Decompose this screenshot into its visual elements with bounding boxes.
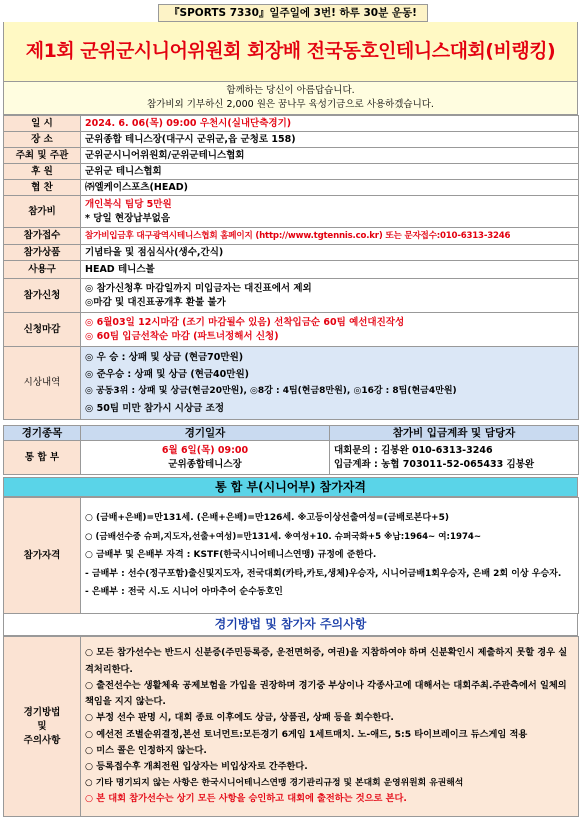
signup-line-2: ◎마감 및 대진표공개후 환불 불가	[85, 296, 226, 308]
value-apply: 참가비입금후 대구광역시테니스협회 홈페이지 (http://www.tgtennis.co.kr) 또는 문자접수:010-6313-3246	[81, 228, 579, 245]
qualification-title: 통 합 부(시니어부) 참가자격	[3, 477, 578, 497]
qualification-table	[3, 497, 579, 614]
rule-item-2: ○ 출전선수는 생활체육 공제보험을 가입을 권장하며 경기중 부상이나 각종사고에 대해서는 대회주최.주관측에서 일체의 책임을 지지 않는다.	[85, 679, 567, 708]
signup-line-1: ◎ 참가신청후 마감일까지 미입금자는 대진표에서 제외	[85, 282, 312, 294]
value-sponsor: ㈜엘케이스포츠(HEAD)	[81, 180, 579, 196]
page-title: 제1회 군위군시니어위원회 회장배 전국동호인테니스대회(비랭킹)	[3, 22, 578, 82]
qual-line-4: - 금배부 : 선수(정구포함)출신및지도자, 전국대회(카타,카토,생체)우승자, 시니어금배1회우승자, 은배 2회 이상 우승자.	[85, 568, 562, 579]
value-date: 2024. 6. 06(목) 09:00 우천시(실내단축경기)	[81, 116, 579, 132]
prize-line-1: ◎ 우 승 : 상패 및 상금 (현금70만원)	[85, 352, 244, 363]
qual-line-5: - 은배부 : 전국 시.도 시니어 아마추어 순수동호인	[85, 587, 283, 598]
event-name: 통 합 부	[4, 441, 81, 475]
prize-line-3: ◎ 공동3위 : 상패 및 상금(현금20만원), ◎8강 : 4팀(현금8만원), ◎16강 : 8팀(현금4만원)	[85, 386, 457, 396]
contact-line-1: 대회문의 : 김봉완 010-6313-3246	[334, 444, 493, 456]
rule-item-6: ○ 등록접수후 개최전원 입상자는 비입상자로 간주한다.	[85, 760, 308, 772]
label-prize: 시상내역	[4, 347, 81, 420]
intro-line-1: 함께하는 당신이 아름답습니다.	[226, 85, 355, 96]
label-support: 후 원	[4, 164, 81, 180]
qual-line-1: ○ (금배+은배)=만131세. (은배+은배)=만126세. ※고등이상선출여성=(금배로본다+5)	[85, 513, 449, 524]
label-qualification: 참가자격	[4, 498, 81, 614]
info-table	[3, 115, 579, 420]
rules-label-1: 경기방법	[23, 706, 61, 718]
label-date: 일 시	[4, 116, 81, 132]
prize-line-2: ◎ 준우승 : 상패 및 상금 (현금40만원)	[85, 369, 249, 380]
prize-line-4: ◎ 50팀 미만 참가시 시상금 조정	[85, 403, 224, 414]
value-rules	[81, 637, 579, 817]
label-host: 주최 및 주관	[4, 148, 81, 164]
rule-item-7: ○ 기타 명기되지 않는 사항은 한국시니어테니스연맹 경기관리규정 및 본대회 운영위원회 유권해석	[85, 778, 464, 789]
label-apply: 참가접수	[4, 228, 81, 245]
qual-line-3: ○ 금배부 및 은배부 자격 : KSTF(한국시니어테니스연맹) 규정에 준한다.	[85, 550, 377, 561]
deadline-line-2: ◎ 60팀 입금선착순 마감 (파트너정해서 신청)	[85, 330, 279, 342]
rule-item-8: ○ 본 대회 참가선수는 상기 모든 사항을 승인하고 대회에 출전하는 것으로 본다.	[85, 793, 407, 805]
value-fee	[81, 196, 579, 228]
rules-table	[3, 636, 579, 817]
value-signup	[81, 279, 579, 313]
contact-line-2: 입금계좌 : 농협 703011-52-065433 김봉완	[334, 458, 535, 470]
fee-line-2: * 당일 현장납부없음	[85, 212, 170, 224]
rule-item-4: ○ 예선전 조별순위결정,본선 토너먼트:모든경기 6게임 1세트매치. 노-애드, 5:5 타이브레이크 듀스게임 적용	[85, 728, 528, 740]
value-deadline	[81, 313, 579, 347]
value-gift: 기념타올 및 점심식사(생수,간식)	[81, 245, 579, 261]
intro-line-2: 참가비외 기부하신 2,000 원은 꿈나무 육성기금으로 사용하겠습니다.	[147, 99, 434, 110]
label-fee: 참가비	[4, 196, 81, 228]
label-ball: 사용구	[4, 261, 81, 279]
value-ball: HEAD 테니스볼	[81, 261, 579, 279]
value-prize	[81, 347, 579, 420]
event-venue: 군위종합테니스장	[168, 458, 242, 470]
value-support: 군위군 테니스협회	[81, 164, 579, 180]
label-rules	[4, 637, 81, 817]
header-date: 경기일자	[81, 426, 330, 441]
label-sponsor: 협 찬	[4, 180, 81, 196]
rule-item-1: ○ 모든 참가선수는 반드시 신분증(주민등록증, 운전면허증, 여권)을 지참하여야 하며 신분확인시 제출하지 못할 경우 실격처리한다.	[85, 647, 568, 675]
value-venue: 군위종합 테니스장(대구시 군위군,읍 군청로 158)	[81, 132, 579, 148]
contact-cell	[330, 441, 579, 475]
header-contact: 참가비 입금계좌 및 담당자	[330, 426, 579, 441]
header-event: 경기종목	[4, 426, 81, 441]
intro-box	[3, 82, 578, 115]
slogan-banner: 『SPORTS 7330』일주일에 3번! 하루 30분 운동!	[158, 4, 428, 22]
rules-title: 경기방법 및 참가자 주의사항	[3, 614, 578, 636]
fee-line-1: 개인복식 팀당 5만원	[85, 198, 172, 210]
label-signup: 참가신청	[4, 279, 81, 313]
deadline-line-1: ◎ 6월03일 12시마감 (조기 마감될수 있음) 선착입금순 60팀 예선대진작성	[85, 316, 405, 328]
label-deadline: 신청마감	[4, 313, 81, 347]
rule-item-5: ○ 미스 콜은 인정하지 않는다.	[85, 744, 207, 756]
event-date-cell	[81, 441, 330, 475]
rule-item-3: ○ 부정 선수 판명 시, 대회 종료 이후에도 상금, 상품권, 상패 등을 회수한다.	[85, 712, 394, 724]
value-qualification	[81, 498, 579, 614]
label-gift: 참가상품	[4, 245, 81, 261]
rules-label-3: 주의사항	[23, 734, 61, 746]
value-host: 군위군시니어위원회/군위군테니스협회	[81, 148, 579, 164]
qual-line-2: ○ (금배선수중 슈퍼,지도자,선출+여성)=만131세. ※여성+10. 슈퍼국화+5 ※남:1964~ 여:1974~	[85, 531, 482, 542]
rules-label-2: 및	[37, 720, 47, 732]
event-date: 6월 6일(목) 09:00	[161, 444, 249, 456]
label-venue: 장 소	[4, 132, 81, 148]
schedule-table	[3, 425, 579, 475]
